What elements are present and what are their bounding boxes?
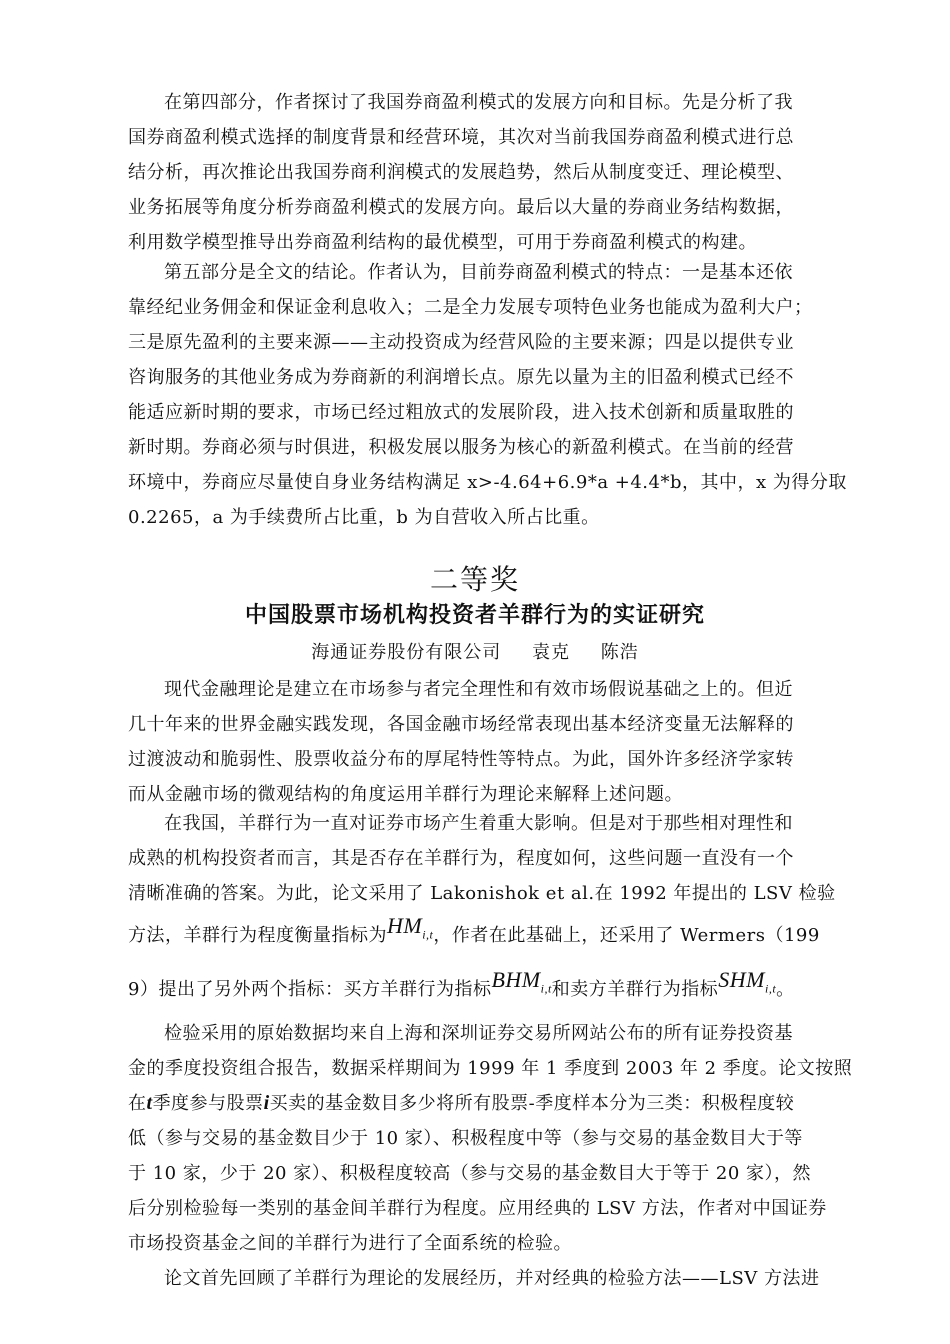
intro-paragraph xyxy=(128,672,828,812)
t-variable: t xyxy=(146,1092,153,1114)
text-line: 业务拓展等角度分析券商盈利模式的发展方向。最后以大量的券商业务结构数据， xyxy=(128,197,794,218)
review-paragraph xyxy=(128,1261,828,1296)
text-line: 现代金融理论是建立在市场参与者完全理性和有效市场假说基础之上的。但近 xyxy=(164,679,793,700)
text-line: 论文首先回顾了羊群行为理论的发展经历，并对经典的检验方法——LSV 方法进 xyxy=(164,1268,820,1289)
text-line: 在我国，羊群行为一直对证券市场产生着重大影响。但是对于那些相对理性和 xyxy=(164,813,793,834)
hm-formula: $HM_{i,t}$ xyxy=(387,913,434,942)
text-line: 能适应新时期的要求，市场已经过粗放式的发展阶段，进入技术创新和质量取胜的 xyxy=(128,402,794,423)
text-line: 过渡波动和脆弱性、股票收益分布的厚尾特性等特点。为此，国外许多经济学家转 xyxy=(128,749,794,770)
text-line: 而从金融市场的微观结构的角度运用羊群行为理论来解释上述问题。 xyxy=(128,784,683,805)
text-line: 0.2265，a 为手续费所占比重，b 为自营收入所占比重。 xyxy=(128,507,600,528)
text-line: 在第四部分，作者探讨了我国券商盈利模式的发展方向和目标。先是分析了我 xyxy=(164,92,793,113)
section5-paragraph xyxy=(128,255,847,535)
byline xyxy=(0,638,950,664)
text-line: 9）提出了另外两个指标：买方羊群行为指标$BHM_{i,t}$和卖方羊群行为指标$SHM_{i,t}$。 xyxy=(128,967,795,1001)
text-line: 金的季度投资组合报告，数据采样期间为 1999 年 1 季度到 2003 年 2 季度。论文按照 xyxy=(128,1058,853,1079)
text-line: 第五部分是全文的结论。作者认为，目前券商盈利模式的特点：一是基本还依 xyxy=(164,262,793,283)
china-paragraph xyxy=(128,806,836,1020)
text-line: 于 10 家，少于 20 家）、积极程度较高（参与交易的基金数目大于等于 20 家），然 xyxy=(128,1163,812,1184)
shm-formula: $SHM_{i,t}$ xyxy=(718,967,777,996)
text-line: 检验采用的原始数据均来自上海和深圳证券交易所网站公布的所有证券投资基 xyxy=(164,1023,793,1044)
award-heading: 二等奖 xyxy=(429,563,520,596)
text-line: 结分析，再次推论出我国券商利润模式的发展趋势，然后从制度变迁、理论模型、 xyxy=(128,162,794,183)
text-line: 国券商盈利模式选择的制度背景和经营环境，其次对当前我国券商盈利模式进行总 xyxy=(128,127,794,148)
text-line: 市场投资基金之间的羊群行为进行了全面系统的检验。 xyxy=(128,1233,572,1254)
text-line: 咨询服务的其他业务成为券商新的利润增长点。原先以量为主的旧盈利模式已经不 xyxy=(128,367,794,388)
text-line: 几十年来的世界金融实践发现，各国金融市场经常表现出基本经济变量无法解释的 xyxy=(128,714,794,735)
text-line: 环境中，券商应尽量使自身业务结构满足 x>-4.64+6.9*a +4.4*b，其中，x 为得分取 xyxy=(128,472,847,493)
byline-author: 陈浩 xyxy=(600,642,639,663)
text-line: 方法，羊群行为程度衡量指标为$HM_{i,t}$，作者在此基础上，还采用了 Wermers（199 xyxy=(128,913,820,946)
text-line: 成熟的机构投资者而言，其是否存在羊群行为，程度如何，这些问题一直没有一个 xyxy=(128,848,794,869)
paper-title: 中国股票市场机构投资者羊群行为的实证研究 xyxy=(244,603,705,628)
byline-author: 袁克 xyxy=(532,642,570,663)
text-line: 靠经纪业务佣金和保证金利息收入；二是全力发展专项特色业务也能成为盈利大户； xyxy=(128,297,813,318)
text-line: 三是原先盈利的主要来源——主动投资成为经营风险的主要来源；四是以提供专业 xyxy=(128,332,794,353)
data-paragraph xyxy=(128,1016,853,1261)
section4-paragraph xyxy=(128,85,828,260)
text-line: 低（参与交易的基金数目少于 10 家）、积极程度中等（参与交易的基金数目大于等 xyxy=(128,1128,803,1149)
text-line: 清晰准确的答案。为此，论文采用了 Lakonishok et al.在 1992 年提出的 LSV 检验 xyxy=(128,883,836,904)
text-line: 新时期。券商必须与时俱进，积极发展以服务为核心的新盈利模式。在当前的经营 xyxy=(128,437,794,458)
bhm-formula: $BHM_{i,t}$ xyxy=(491,967,552,996)
i-variable: i xyxy=(263,1092,270,1114)
text-line: 后分别检验每一类别的基金间羊群行为程度。应用经典的 LSV 方法，作者对中国证券 xyxy=(128,1198,827,1219)
text-line: 利用数学模型推导出券商盈利结构的最优模型，可用于券商盈利模式的构建。 xyxy=(128,232,757,253)
text-line: 在t季度参与股票i买卖的基金数目多少将所有股票-季度样本分为三类：积极程度较 xyxy=(128,1092,795,1114)
byline-organization: 海通证券股份有限公司 xyxy=(311,642,502,663)
